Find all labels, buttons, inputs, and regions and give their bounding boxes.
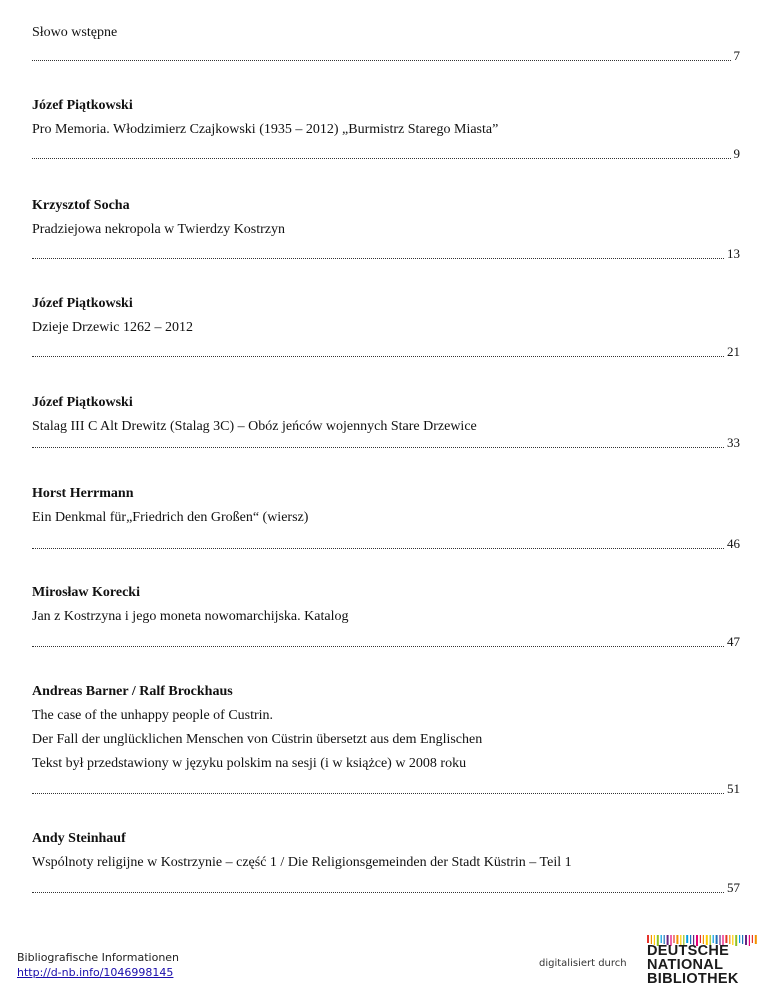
toc-entry	[32, 97, 740, 145]
toc-entry-preface	[32, 24, 740, 48]
toc-entry-author: Andy Steinhauf	[32, 831, 126, 846]
barcode-stripe	[673, 935, 674, 943]
dot-leader	[32, 344, 724, 357]
dot-leader	[32, 781, 724, 794]
logo-text-line: NATIONAL	[647, 957, 724, 973]
barcode-stripe	[739, 935, 740, 943]
toc-page-number: 51	[727, 781, 740, 796]
toc-leader-row	[32, 536, 740, 552]
barcode-stripe	[725, 935, 727, 943]
toc-entry	[32, 485, 740, 533]
toc-page-number: 21	[727, 344, 740, 359]
toc-page-number: 9	[733, 146, 740, 161]
barcode-stripe	[713, 935, 714, 943]
barcode-stripe	[647, 935, 649, 943]
barcode-stripe	[700, 935, 701, 943]
toc-entry-title: Pradziejowa nekropola w Twierdzy Kostrzyn	[32, 222, 286, 237]
dot-leader	[32, 246, 724, 259]
toc-leader-row	[32, 48, 740, 64]
toc-leader-row	[32, 146, 740, 162]
toc-entry-title: Ein Denkmal für„Friedrich den Großen“ (wiersz)	[32, 510, 309, 525]
dot-leader	[32, 536, 724, 549]
logo-text-line: BIBLIOTHEK	[647, 971, 739, 987]
toc-page-number: 57	[727, 880, 740, 895]
toc-entry-title: Wspólnoty religijne w Kostrzynie – część 1 / Die Religionsgemeinden der Stadt Küstrin – Teil 1	[32, 855, 572, 870]
barcode-stripe	[735, 935, 737, 946]
toc-leader-row	[32, 880, 740, 896]
barcode-stripe	[749, 935, 750, 946]
dot-leader	[32, 146, 731, 159]
digitized-by-label: digitalisiert durch	[539, 958, 627, 969]
logo-text-line: DEUTSCHE	[647, 943, 730, 959]
toc-entry-author: Józef Piątkowski	[32, 296, 133, 311]
toc-leader-row	[32, 344, 740, 360]
toc-entry	[32, 830, 740, 878]
toc-entry-title: Tekst był przedstawiony w języku polskim na sesji (i w książce) w 2008 roku	[32, 756, 467, 771]
toc-entry-author: Horst Herrmann	[32, 486, 134, 501]
toc-page-number: 13	[727, 246, 740, 261]
dot-leader	[32, 435, 724, 448]
toc-leader-row	[32, 435, 740, 451]
toc-entry-title: Pro Memoria. Włodzimierz Czajkowski (1935 – 2012) „Burmistrz Starego Miasta”	[32, 122, 499, 137]
toc-entry-author: Krzysztof Socha	[32, 198, 130, 213]
toc-entry-author: Mirosław Korecki	[32, 585, 140, 600]
bibliographic-info	[17, 950, 179, 980]
barcode-stripe	[729, 935, 730, 944]
toc-entry	[32, 295, 740, 343]
barcode-stripe	[752, 935, 753, 943]
bibliographic-info-link[interactable]: http://d-nb.info/1046998145	[17, 966, 174, 979]
toc-entry-author: Andreas Barner / Ralf Brockhaus	[32, 684, 233, 699]
dot-leader	[32, 48, 731, 61]
toc-entry-title: Der Fall der unglücklichen Menschen von Cüstrin übersetzt aus dem Englischen	[32, 732, 483, 747]
bibliographic-info-label: Bibliografische Informationen	[17, 951, 180, 964]
toc-leader-row	[32, 634, 740, 650]
dnb-logo	[645, 935, 757, 990]
toc-entry-author: Józef Piątkowski	[32, 395, 133, 410]
toc-page-number: 33	[727, 435, 740, 450]
toc-entry-title: The case of the unhappy people of Custrin.	[32, 708, 274, 723]
dot-leader	[32, 880, 724, 893]
toc-leader-row	[32, 781, 740, 797]
toc-page-number: 7	[733, 48, 740, 63]
toc-entry-title: Dzieje Drzewic 1262 – 2012	[32, 320, 193, 335]
barcode-stripe	[661, 935, 662, 943]
toc-entry	[32, 683, 740, 779]
toc-page-number: 46	[727, 536, 740, 551]
toc-entry	[32, 197, 740, 245]
barcode-stripe	[755, 935, 757, 944]
barcode-stripe	[745, 935, 747, 945]
dot-leader	[32, 634, 724, 647]
toc-entry-author: Józef Piątkowski	[32, 98, 133, 113]
toc-entry	[32, 584, 740, 632]
barcode-stripe	[742, 935, 743, 944]
toc-entry-title: Jan z Kostrzyna i jego moneta nowomarchijska. Katalog	[32, 609, 349, 624]
toc-entry-title: Słowo wstępne	[32, 25, 118, 40]
toc-leader-row	[32, 246, 740, 262]
toc-page-number: 47	[727, 634, 740, 649]
toc-entry-title: Stalag III C Alt Drewitz (Stalag 3C) – Obóz jeńców wojennych Stare Drzewice	[32, 419, 477, 434]
barcode-stripe	[732, 935, 733, 945]
barcode-stripe	[686, 935, 688, 943]
